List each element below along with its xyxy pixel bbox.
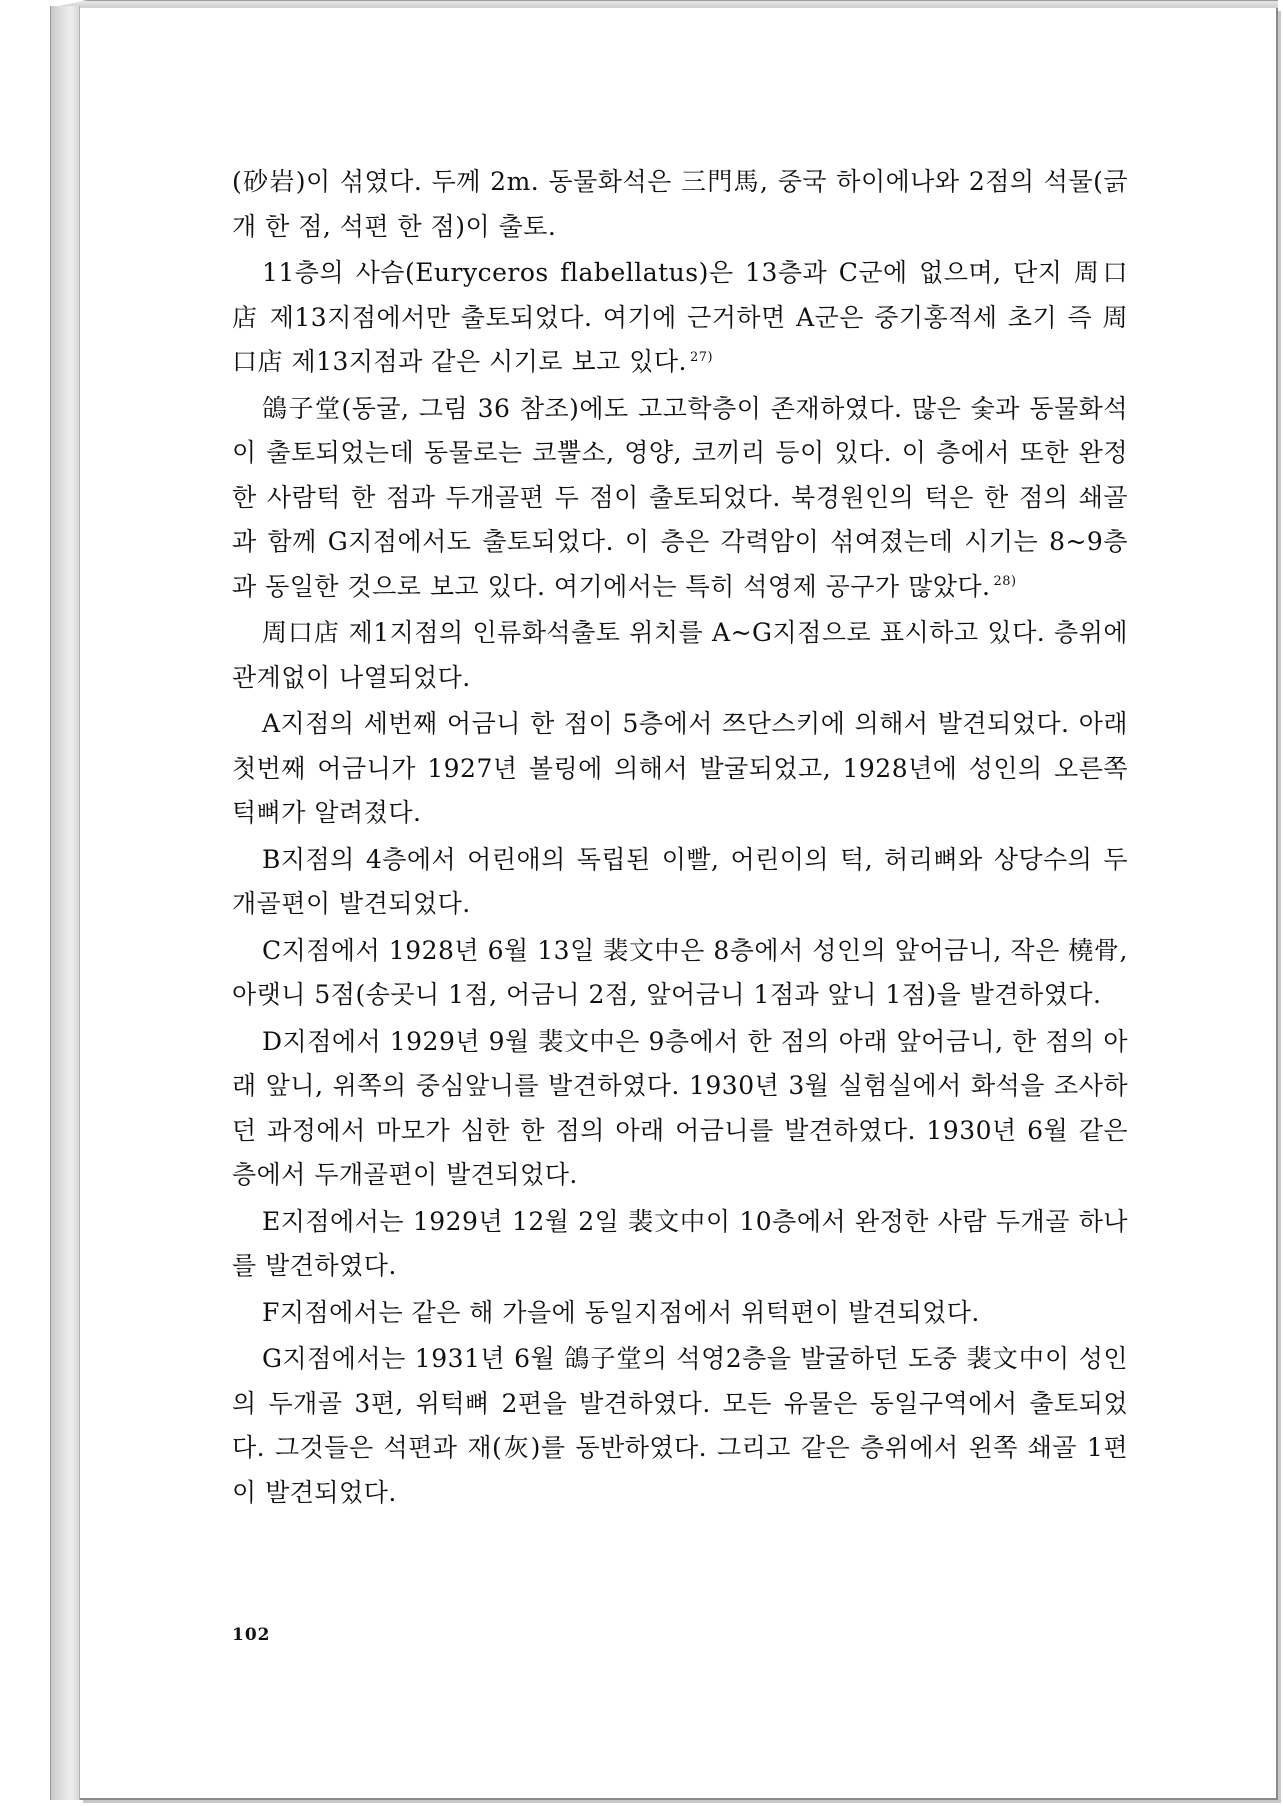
paragraph-text: G지점에서는 1931년 6월 鴿子堂의 석영2층을 발굴하던 도중 裴文中이 성인의 두개골 3편, 위턱뼈 2편을 발견하였다. 모든 유물은 동일구역에서 출토되었다. 그것들은 석편과 재(灰)를 동반하였다. 그리고 같은 층위에서 왼쪽 쇄골 1편이 발견되었다. — [232, 1344, 1128, 1507]
paragraph-text: E지점에서는 1929년 12월 2일 裴文中이 10층에서 완정한 사람 두개골 하나를 발견하였다. — [232, 1206, 1128, 1280]
book-spine-top-edge — [50, 0, 1278, 8]
page-body-text — [232, 160, 1128, 1517]
paragraph-3 — [232, 387, 1128, 610]
paragraph-7 — [232, 929, 1128, 1018]
paragraph-4 — [232, 611, 1128, 700]
paragraph-2 — [232, 251, 1128, 385]
paragraph-5 — [232, 702, 1128, 836]
paragraph-text: B지점의 4층에서 어린애의 독립된 이빨, 어린이의 턱, 허리뼈와 상당수의 두개골편이 발견되었다. — [232, 844, 1128, 918]
paragraph-text: 周口店 제1지점의 인류화석출토 위치를 A~G지점으로 표시하고 있다. 층위에 관계없이 나열되었다. — [232, 618, 1128, 692]
paragraph-10 — [232, 1291, 1128, 1336]
paragraph-text: (砂岩)이 섞였다. 두께 2m. 동물화석은 三門馬, 중국 하이에나와 2점의 석물(긁개 한 점, 석편 한 점)이 출토. — [232, 167, 1128, 241]
paragraph-text: 11층의 사슴(Euryceros flabellatus)은 13층과 C군에 없으며, 단지 周口店 제13지점에서만 출토되었다. 여기에 근거하면 A군은 중기홍적세 초기 즉 周口店 제13지점과 같은 시기로 보고 있다. — [232, 258, 1128, 376]
footnote-reference: 28) — [993, 574, 1017, 590]
book-spine-edge — [50, 6, 80, 1800]
paragraph-text: D지점에서 1929년 9월 裴文中은 9층에서 한 점의 아래 앞어금니, 한 점의 아래 앞니, 위쪽의 중심앞니를 발견하였다. 1930년 3월 실험실에서 화석을 조사하던 과정에서 마모가 심한 한 점의 아래 어금니를 발견하였다. 1930년 6월 같은 층에서 두개골편이 발견되었다. — [232, 1026, 1128, 1189]
paragraph-11 — [232, 1337, 1128, 1515]
paragraph-6 — [232, 838, 1128, 927]
paragraph-text: F지점에서는 같은 해 가을에 동일지점에서 위턱편이 발견되었다. — [262, 1297, 980, 1327]
paragraph-9 — [232, 1200, 1128, 1289]
paragraph-text: C지점에서 1928년 6월 13일 裴文中은 8층에서 성인의 앞어금니, 작은 橈骨, 아랫니 5점(송곳니 1점, 어금니 2점, 앞어금니 1점과 앞니 1점)을 발견하였다. — [232, 935, 1128, 1009]
page-number: 102 — [232, 1625, 271, 1645]
paragraph-text: 鴿子堂(동굴, 그림 36 참조)에도 고고학층이 존재하였다. 많은 숯과 동물화석이 출토되었는데 동물로는 코뿔소, 영양, 코끼리 등이 있다. 이 층에서 또한 완정한 사람턱 한 점과 두개골편 두 점이 출토되었다. 북경원인의 턱은 한 점의 쇄골과 함께 G지점에서도 출토되었다. 이 층은 각력암이 섞여졌는데 시기는 8~9층과 동일한 것으로 보고 있다. 여기에서는 특히 석영제 공구가 많았다. — [232, 393, 1128, 601]
footnote-reference: 27) — [689, 349, 714, 365]
paragraph-1 — [232, 160, 1128, 249]
paragraph-text: A지점의 세번째 어금니 한 점이 5층에서 쯔단스키에 의해서 발견되었다. 아래 첫번째 어금니가 1927년 볼링에 의해서 발굴되었고, 1928년에 성인의 오른쪽 턱뼈가 알려졌다. — [232, 709, 1128, 827]
paragraph-8 — [232, 1020, 1128, 1198]
